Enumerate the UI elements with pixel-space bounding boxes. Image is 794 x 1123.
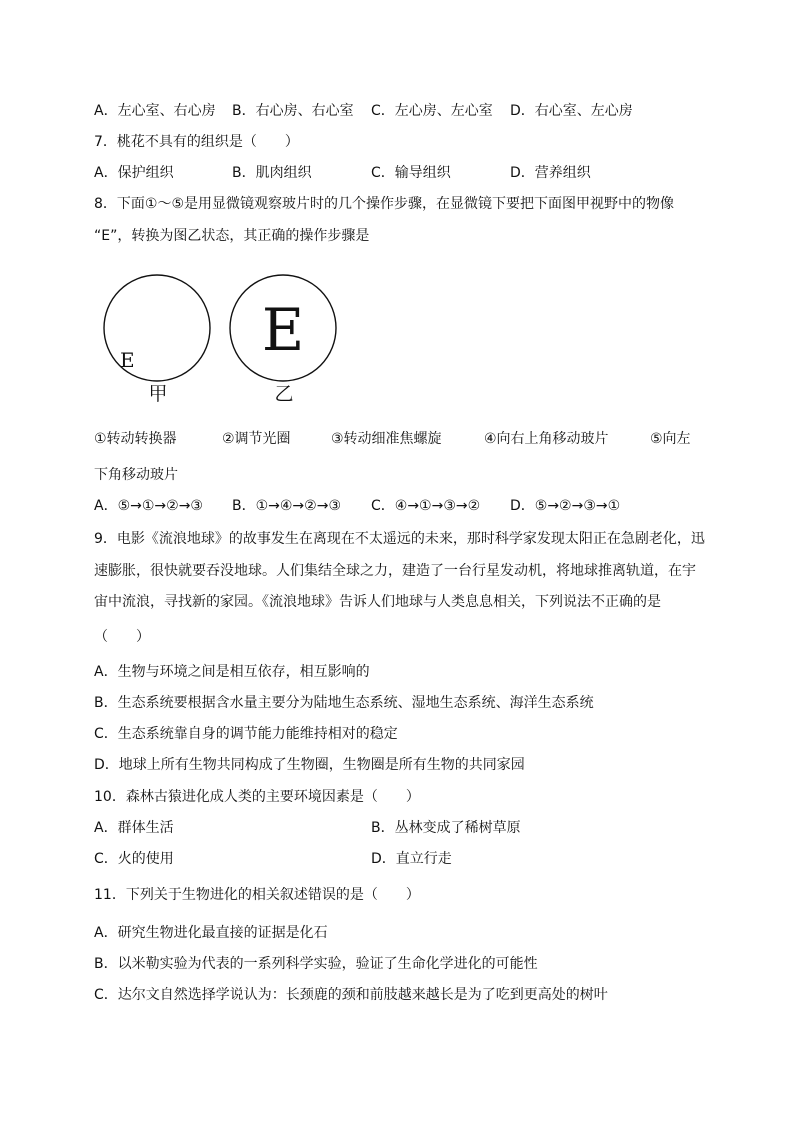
q8-step-4: ④向右上角移动玻片 <box>484 431 609 447</box>
q10-option-c: C．火的使用 <box>94 851 174 867</box>
q9-stem-line3: 宙中流浪，寻找新的家园。《流浪地球》告诉人们地球与人类息息相关，下列说法不正确的是 <box>94 594 661 610</box>
q8-step-2: ②调节光圈 <box>222 431 291 447</box>
small-e-letter: E <box>120 348 135 372</box>
q8-option-a: A．⑤→①→②→③ <box>94 498 203 514</box>
q6-option-b: B．右心房、右心室 <box>232 103 354 119</box>
q8-step-5: ⑤向左 <box>650 431 691 447</box>
q6-option-d: D．右心室、左心房 <box>510 103 633 119</box>
q8-step-3: ③转动细准焦螺旋 <box>331 431 442 447</box>
caption-jia: 甲 <box>148 383 168 405</box>
q11-stem: 11．下列关于生物进化的相关叙述错误的是（ ） <box>94 887 420 903</box>
q8-stem-line2: “E”，转换为图乙状态，其正确的操作步骤是 <box>94 228 370 244</box>
q8-step-1: ①转动转换器 <box>94 431 177 447</box>
q7-option-d: D．营养组织 <box>510 165 591 181</box>
q9-option-a: A．生物与环境之间是相互依存，相互影响的 <box>94 664 370 680</box>
q11-option-c: C．达尔文自然选择学说认为：长颈鹿的颈和前肢越来越长是为了吃到更高处的树叶 <box>94 987 608 1003</box>
q9-answer-blank: （ ） <box>94 629 150 645</box>
q11-option-a: A．研究生物进化最直接的证据是化石 <box>94 925 328 941</box>
q8-option-c: C．④→①→③→② <box>371 498 481 514</box>
q8-option-d: D．⑤→②→③→① <box>510 498 621 514</box>
q9-option-d: D．地球上所有生物共同构成了生物圈，生物圈是所有生物的共同家园 <box>94 757 525 773</box>
q6-option-a: A．左心室、右心房 <box>94 103 216 119</box>
q10-option-d: D．直立行走 <box>371 851 452 867</box>
q7-option-b: B．肌肉组织 <box>232 165 312 181</box>
q9-stem-line2: 速膨胀，很快就要吞没地球。人们集结全球之力，建造了一台行星发动机，将地球推离轨道，在宇 <box>94 563 696 579</box>
q8-option-b: B．①→④→②→③ <box>232 498 341 514</box>
large-e-letter: E <box>261 296 305 364</box>
q10-option-b: B．丛林变成了稀树草原 <box>371 820 521 836</box>
microscope-figure <box>94 268 354 416</box>
q9-stem-line1: 9．电影《流浪地球》的故事发生在离现在不太遥远的未来，那时科学家发现太阳正在急剧老化，迅 <box>94 531 705 547</box>
q8-stem-line1: 8．下面①～⑤是用显微镜观察玻片时的几个操作步骤，在显微镜下要把下面图甲视野中的物像 <box>94 196 675 212</box>
q9-option-c: C．生态系统靠自身的调节能力能维持相对的稳定 <box>94 726 398 742</box>
q9-option-b: B．生态系统要根据含水量主要分为陆地生态系统、湿地生态系统、海洋生态系统 <box>94 695 594 711</box>
q7-option-a: A．保护组织 <box>94 165 174 181</box>
q8-steps-continued: 下角移动玻片 <box>94 467 178 483</box>
q7-option-c: C．输导组织 <box>371 165 451 181</box>
q11-option-b: B．以米勒实验为代表的一系列科学实验，验证了生命化学进化的可能性 <box>94 956 538 972</box>
q10-option-a: A．群体生活 <box>94 820 174 836</box>
q7-stem: 7．桃花不具有的组织是（ ） <box>94 134 299 150</box>
q6-option-c: C．左心房、左心室 <box>371 103 493 119</box>
caption-yi: 乙 <box>274 383 294 405</box>
q10-stem: 10．森林古猿进化成人类的主要环境因素是（ ） <box>94 789 420 805</box>
